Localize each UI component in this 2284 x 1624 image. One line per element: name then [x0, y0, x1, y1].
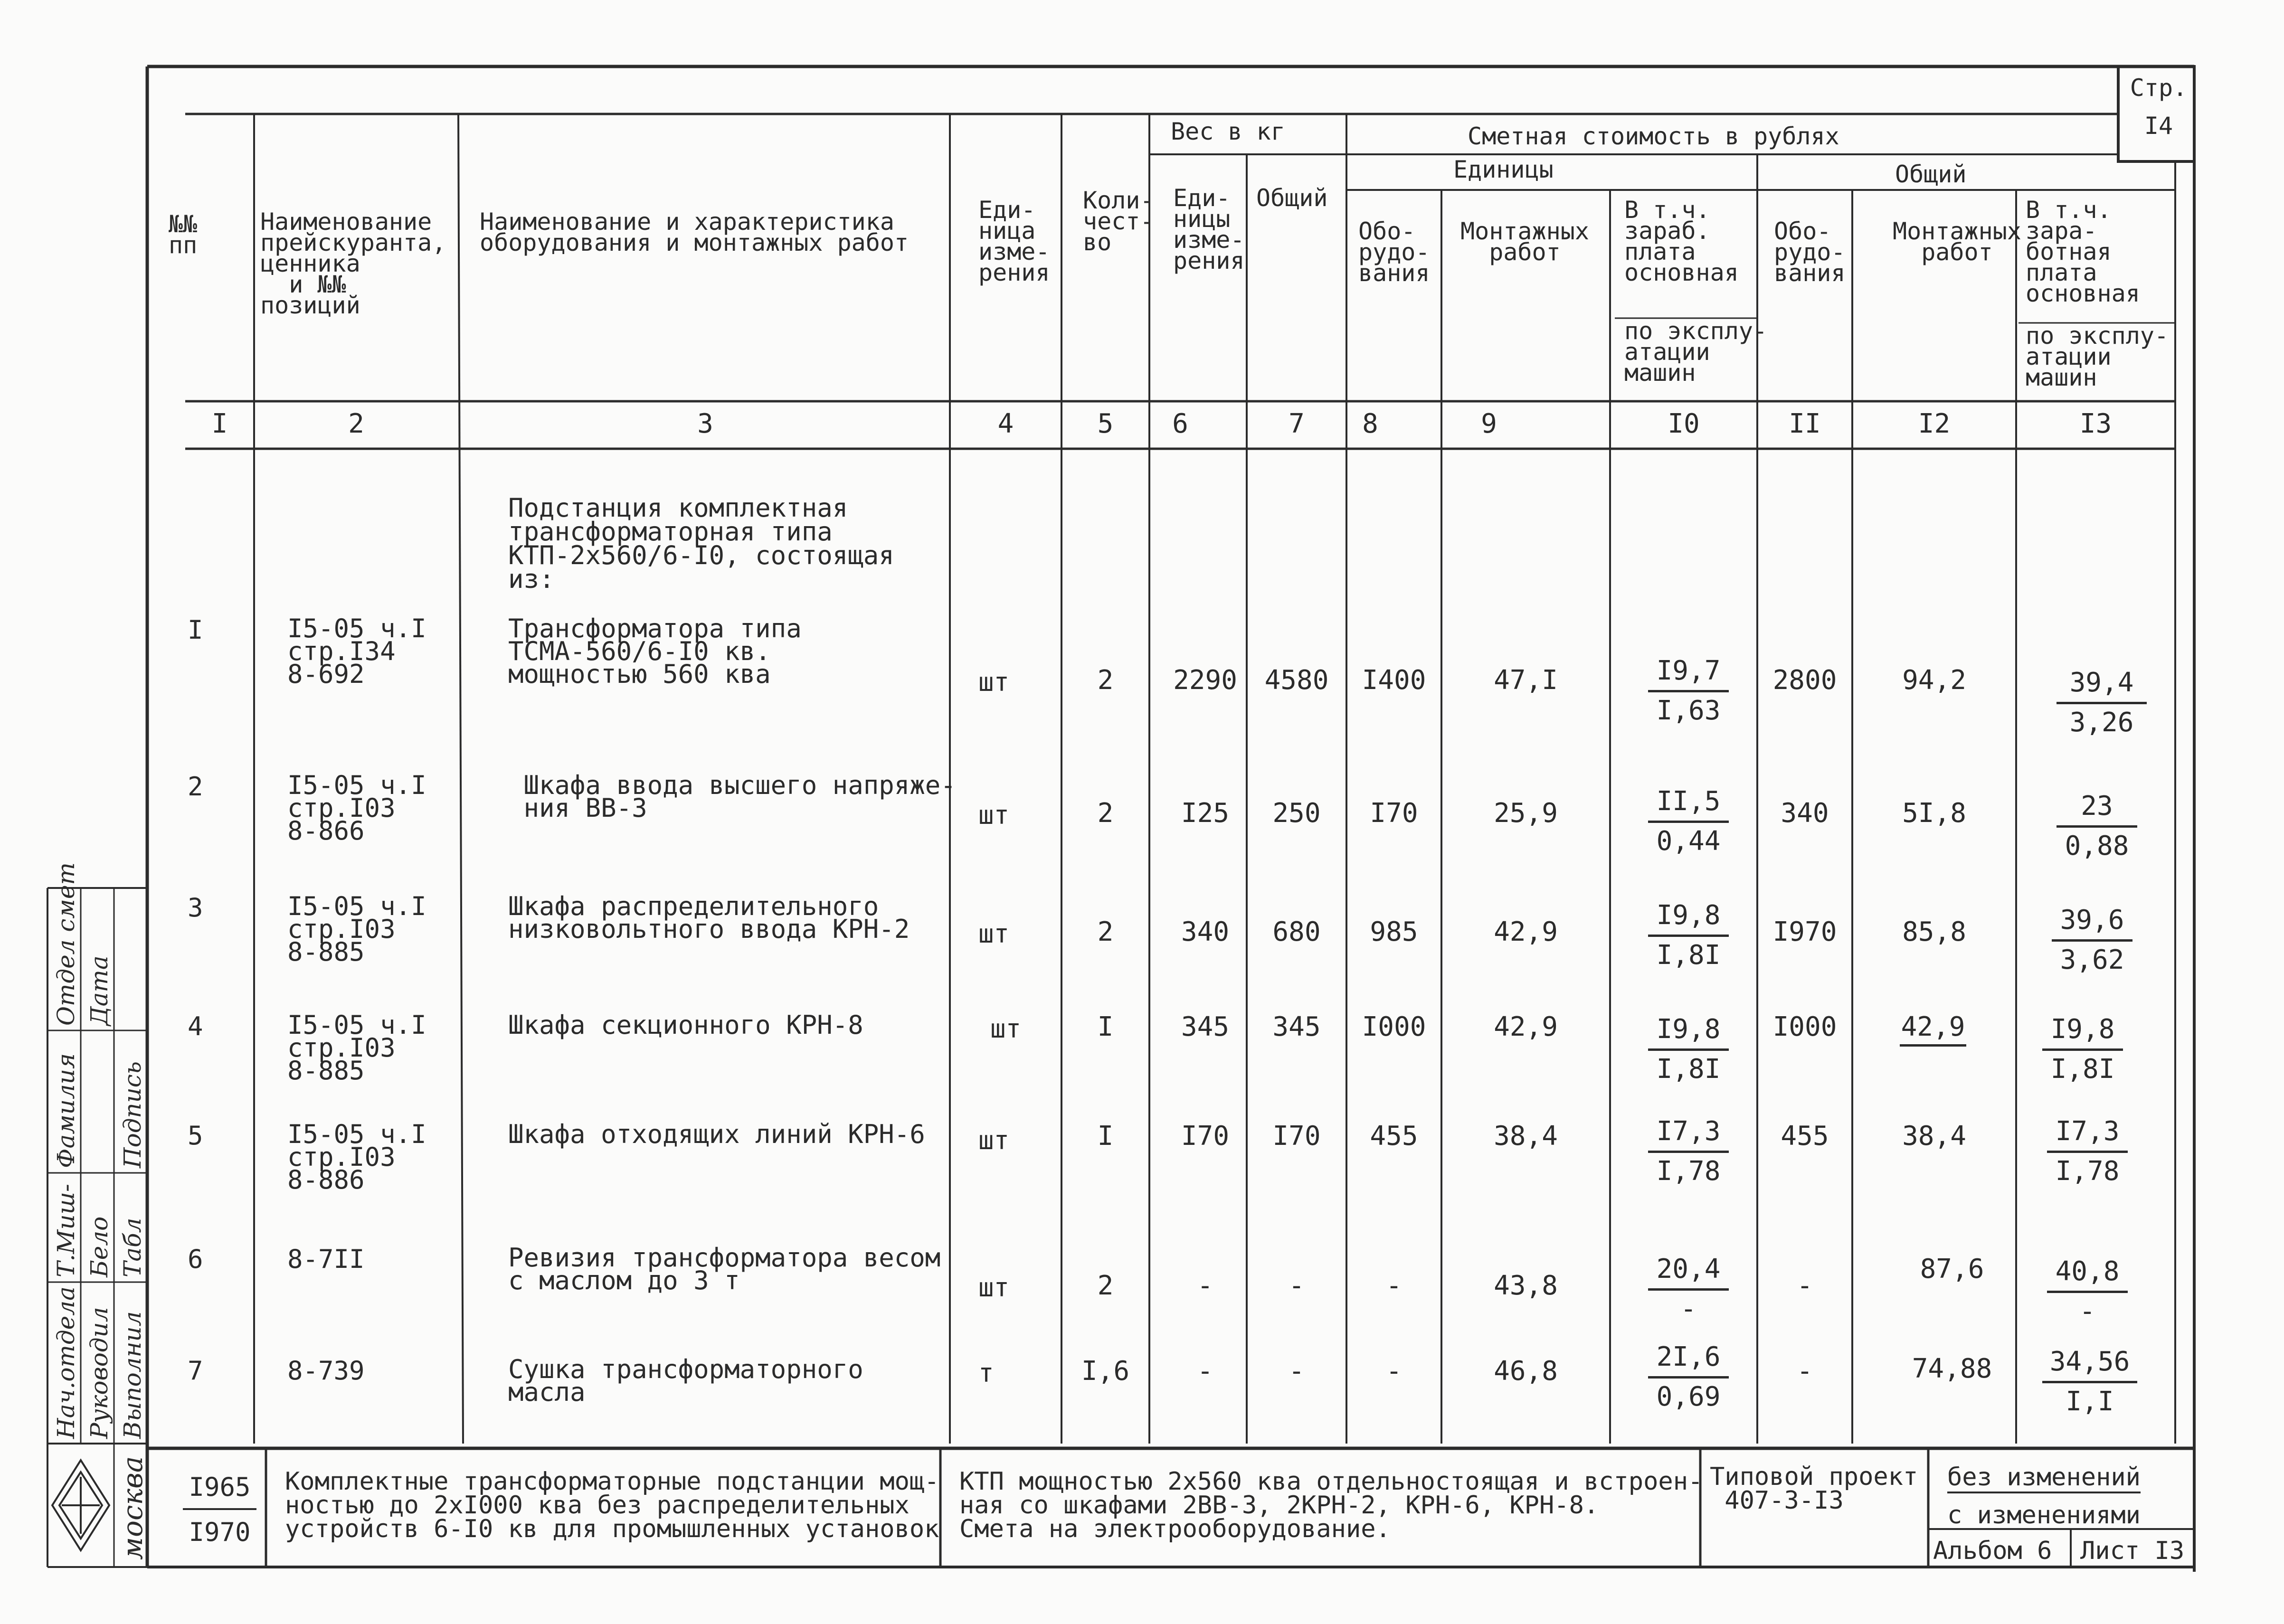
row-quantity: 2 [1097, 1270, 1114, 1301]
row-total-wage-fraction: $\frac{I7,3}{I,78}$ [2047, 1116, 2128, 1187]
row-weight-total: - [1289, 1270, 1305, 1301]
header-index: №№ пп [169, 210, 198, 259]
footer-project: Типовой проект 407-3-I3 [1710, 1463, 1918, 1515]
colnum-2: 2 [348, 408, 364, 439]
header-wage-unit: В т.ч. зараб. плата основная [1624, 196, 1739, 286]
row-weight-unit: I25 [1181, 798, 1230, 829]
row-total-wage-fraction: 40,8 - [2047, 1256, 2128, 1327]
row-cost-installation: 42,9 [1494, 1011, 1558, 1042]
row-pricelist: 8-7II [287, 1244, 365, 1274]
row-cost-equipment: - [1386, 1270, 1402, 1301]
stamp-column-dept: Отдел смет [52, 862, 80, 1026]
colnum-6: 6 [1172, 408, 1188, 439]
row-index: I [188, 615, 203, 645]
footer-year-start: I965 [189, 1472, 251, 1502]
row-index: 5 [188, 1121, 203, 1151]
footer-no-change: без изменений [1947, 1465, 2141, 1493]
stamp-column-sign: Подпись [119, 1061, 146, 1168]
row-wage-fraction: $\frac{I9,7}{I,63}$ [1648, 655, 1729, 726]
header-machine-total: по эксплу- атации машин [2026, 322, 2169, 391]
row-description: Шкафа распределительного низковольтного ввода КРН-2 [508, 891, 910, 944]
page-label: Стр. [2130, 74, 2188, 102]
row-weight-unit: I70 [1181, 1121, 1230, 1152]
stamp-name-1: Т.Миш- [52, 1184, 80, 1277]
stamp-column-date: Дата [85, 955, 113, 1026]
row-index: 3 [188, 893, 203, 923]
row-cost-installation: 43,8 [1494, 1270, 1558, 1301]
row-quantity: 2 [1097, 798, 1114, 829]
row-weight-total: 4580 [1264, 665, 1329, 696]
colnum-7: 7 [1289, 408, 1305, 439]
header-quantity: Коли- чест- во [1083, 187, 1155, 256]
row-index: 4 [188, 1011, 203, 1041]
row-cost-equipment: I70 [1370, 798, 1418, 829]
footer-with-change: с изменениями [1947, 1501, 2141, 1530]
row-total-installation: 87,6 [1920, 1254, 1984, 1284]
row-index: 6 [188, 1244, 203, 1274]
row-cost-equipment: I000 [1362, 1011, 1426, 1042]
row-index: 2 [188, 772, 203, 802]
stamp-column-name: Фамилия [52, 1053, 80, 1168]
row-total-equipment: 455 [1781, 1121, 1829, 1152]
header-description: Наименование и характеристика оборудования и монтажных работ [480, 208, 909, 256]
colnum-13: I3 [2079, 408, 2112, 439]
row-pricelist: I5-05 ч.I стр.I03 8-885 [287, 891, 426, 967]
row-total-equipment: 2800 [1772, 665, 1837, 696]
institute-logo [52, 1460, 109, 1550]
row-description: Сушка трансформаторного масла [508, 1354, 863, 1407]
row-total-installation: 74,88 [1912, 1353, 1992, 1384]
page-number: I4 [2144, 112, 2173, 140]
row-cost-installation: 46,8 [1494, 1356, 1558, 1387]
row-cost-installation: 42,9 [1494, 916, 1558, 947]
header-cost-total-group: Общий [1895, 161, 1967, 188]
row-quantity: I,6 [1081, 1356, 1130, 1387]
footer-title-right: КТП мощностью 2х560 ква отдельностоящая и встроен- ная со шкафами 2ВВ-3, 2КРН-2, КРН-6, КРН-8. Смета на электрооборудование. [959, 1467, 1703, 1543]
row-cost-equipment: I400 [1362, 665, 1426, 696]
header-cost-unit-group: Единицы [1453, 156, 1554, 183]
row-total-installation: 94,2 [1902, 665, 1966, 696]
row-total-installation: 5I,8 [1902, 798, 1966, 829]
row-total-installation: 38,4 [1902, 1121, 1966, 1152]
row-weight-unit: - [1197, 1356, 1213, 1387]
colnum-5: 5 [1097, 408, 1114, 439]
row-pricelist: I5-05 ч.I стр.I03 8-886 [287, 1119, 426, 1195]
row-total-wage-fraction: $\frac{23}{0,88}$ [2057, 791, 2137, 861]
colnum-3: 3 [697, 408, 713, 439]
header-weight-unit: Еди- ницы изме- рения [1173, 184, 1245, 274]
row-weight-total: - [1289, 1356, 1305, 1387]
row-cost-equipment: 455 [1370, 1121, 1418, 1152]
row-cost-installation: 47,I [1494, 665, 1558, 696]
row-pricelist: I5-05 ч.I стр.I03 8-885 [287, 1010, 426, 1086]
footer-album: Альбом 6 [1933, 1537, 2052, 1565]
colnum-10: I0 [1668, 408, 1700, 439]
colnum-12: I2 [1918, 408, 1951, 439]
colnum-9: 9 [1481, 408, 1497, 439]
row-quantity: I [1097, 1011, 1114, 1042]
row-total-equipment: I970 [1772, 916, 1837, 947]
row-total-installation: 42,9 [1900, 1014, 1966, 1047]
header-weight-total: Общий [1256, 184, 1328, 212]
header-installation-unit: Монтажных работ [1460, 217, 1589, 266]
row-cost-equipment: 985 [1370, 916, 1418, 947]
row-quantity: 2 [1097, 916, 1114, 947]
row-description: Трансформатора типа ТСМА-560/6-I0 кв. мощностью 560 ква [508, 614, 802, 689]
row-unit: шт [978, 1273, 1010, 1303]
row-unit: шт [978, 919, 1010, 949]
stamp-role-executor: Выполнил [119, 1311, 146, 1439]
row-description: Шкафа ввода высшего напряже- ния ВВ-3 [523, 770, 956, 823]
row-pricelist: I5-05 ч.I стр.I34 8-692 [287, 614, 426, 689]
row-quantity: 2 [1097, 665, 1114, 696]
row-total-equipment: I000 [1772, 1011, 1837, 1042]
footer-year-end: I970 [189, 1517, 251, 1547]
row-total-equipment: 340 [1781, 798, 1829, 829]
header-weight-group: Вес в кг [1171, 118, 1285, 145]
row-weight-unit: 345 [1181, 1011, 1230, 1042]
row-wage-fraction: $\frac{II,5}{0,44}$ [1648, 786, 1729, 857]
row-unit: т [978, 1358, 994, 1388]
row-cost-equipment: - [1386, 1356, 1402, 1387]
row-weight-unit: 340 [1181, 916, 1230, 947]
colnum-4: 4 [997, 408, 1014, 439]
row-total-wage-fraction: $\frac{I9,8}{I,8I}$ [2042, 1014, 2123, 1085]
stamp-role-head: Нач.отдела [52, 1286, 80, 1439]
footer-sheet: Лист I3 [2080, 1537, 2185, 1565]
row-cost-installation: 38,4 [1494, 1121, 1558, 1152]
row-pricelist: 8-739 [287, 1356, 365, 1386]
row-pricelist: I5-05 ч.I стр.I03 8-866 [287, 770, 426, 846]
row-weight-unit: 2290 [1173, 665, 1237, 696]
row-description: Шкафа отходящих линий КРН-6 [508, 1119, 925, 1149]
stamp-name-3: Табл [119, 1218, 146, 1277]
header-cost-group: Сметная стоимость в рублях [1468, 123, 1839, 150]
row-description: Шкафа секционного КРН-8 [508, 1010, 863, 1040]
header-pricelist: Наименование прейскуранта, ценника и №№ позиций [260, 208, 446, 319]
header-equipment-total: Обо- рудо- вания [1774, 217, 1846, 287]
row-unit: шт [978, 667, 1010, 697]
row-quantity: I [1097, 1121, 1114, 1152]
header-machine-unit: по эксплу- атации машин [1624, 317, 1768, 387]
row-wage-fraction: $\frac{2I,6}{0,69}$ [1648, 1341, 1729, 1412]
row-description: Ревизия трансформатора весом с маслом до 3 т [508, 1243, 941, 1295]
intro-text: Подстанция комплектная трансформаторная типа КТП-2х560/6-I0, состоящая из: [508, 493, 894, 594]
row-total-installation: 85,8 [1902, 916, 1966, 947]
row-weight-total: 680 [1272, 916, 1321, 947]
row-weight-total: 345 [1272, 1011, 1321, 1042]
row-unit: шт [978, 1125, 1010, 1155]
footer-city: москва [116, 1456, 149, 1560]
row-total-wage-fraction: $\frac{39,6}{3,62}$ [2052, 905, 2132, 975]
row-total-wage-fraction: $\frac{34,56}{I,I}$ [2042, 1346, 2137, 1417]
row-cost-installation: 25,9 [1494, 798, 1558, 829]
row-wage-fraction: $\frac{I7,3}{I,78}$ [1648, 1116, 1729, 1187]
row-index: 7 [188, 1356, 203, 1386]
row-wage-fraction: $\frac{I9,8}{I,8I}$ [1648, 900, 1729, 971]
row-weight-total: 250 [1272, 798, 1321, 829]
stamp-role-lead: Руководил [85, 1307, 113, 1439]
stamp-name-2: Бело [85, 1216, 113, 1277]
header-installation-total: Монтажных работ [1893, 217, 2021, 266]
row-weight-total: I70 [1272, 1121, 1321, 1152]
header-unit: Еди- ница изме- рения [978, 196, 1050, 286]
header-wage-total: В т.ч. зара- ботная плата основная [2026, 196, 2140, 307]
row-total-equipment: - [1797, 1270, 1813, 1301]
colnum-1: I [211, 408, 228, 439]
colnum-8: 8 [1362, 408, 1378, 439]
header-equipment-unit: Обо- рудо- вания [1358, 217, 1430, 287]
row-unit: шт [978, 800, 1010, 830]
colnum-11: II [1789, 408, 1821, 439]
row-total-wage-fraction: $\frac{39,4}{3,26}$ [2057, 667, 2147, 738]
row-wage-fraction: 20,4 - [1648, 1254, 1729, 1324]
row-unit: шт [990, 1014, 1022, 1044]
row-wage-fraction: $\frac{I9,8}{I,8I}$ [1648, 1014, 1729, 1085]
footer-title-left: Комплектные трансформаторные подстанции мощ- ностью до 2хI000 ква без распределительных устройств 6-I0 кв для промышленных установок [285, 1467, 939, 1543]
row-weight-unit: - [1197, 1270, 1213, 1301]
row-total-equipment: - [1797, 1356, 1813, 1387]
